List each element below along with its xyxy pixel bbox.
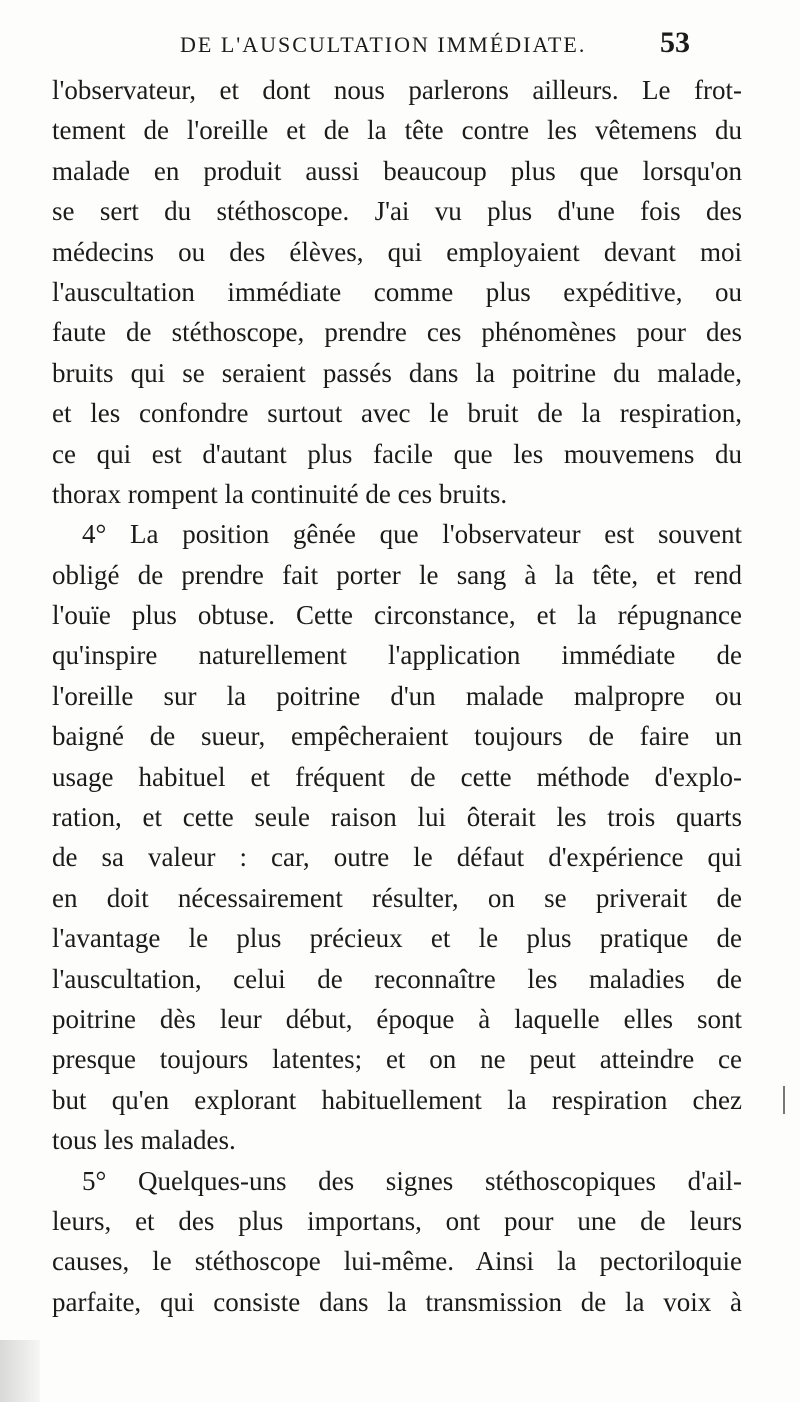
text-line: leurs, et des plus importans, ont pour une de leurs: [52, 1205, 742, 1236]
text-line: bruits qui se seraient passés dans la poitrine du malade,: [52, 357, 742, 388]
text-line: et les confondre surtout avec le bruit de la respiration,: [52, 398, 742, 429]
text-line: l'auscultation immédiate comme plus expéditive, ou: [52, 276, 742, 307]
text-line: l'auscultation, celui de reconnaître les maladies de: [52, 963, 742, 994]
text-line: presque toujours latentes; et on ne peut atteindre ce: [52, 1044, 742, 1075]
binding-shadow: [0, 1340, 40, 1402]
paragraph-start-line: 5° Quelques-uns des signes stéthoscopiques d'ail-: [82, 1165, 742, 1196]
text-line: ration, et cette seule raison lui ôterait les trois quarts: [52, 802, 742, 833]
page-number: 53: [660, 26, 690, 59]
running-head: [160, 26, 690, 66]
text-line: baigné de sueur, empêcheraient toujours de faire un: [52, 721, 742, 752]
text-line: de sa valeur : car, outre le défaut d'expérience qui: [52, 842, 742, 873]
text-line: l'oreille sur la poitrine d'un malade malpropre ou: [52, 680, 742, 711]
text-line: tous les malades.: [52, 1125, 236, 1156]
running-title: DE L'AUSCULTATION IMMÉDIATE.: [180, 32, 587, 57]
text-line: l'avantage le plus précieux et le plus pratique de: [52, 923, 742, 954]
text-line: but qu'en explorant habituellement la respiration chez: [52, 1084, 742, 1115]
text-line: usage habituel et fréquent de cette méthode d'explo-: [52, 761, 742, 792]
body-text: [52, 70, 742, 1322]
text-line: tement de l'oreille et de la tête contre les vêtemens du: [52, 115, 742, 146]
text-line: l'ouïe plus obtuse. Cette circonstance, et la répugnance: [52, 600, 742, 631]
text-line: faute de stéthoscope, prendre ces phénomènes pour des: [52, 317, 742, 348]
text-line: poitrine dès leur début, époque à laquelle elles sont: [52, 1003, 742, 1034]
text-line: thorax rompent la continuité de ces bruits.: [52, 478, 508, 509]
text-line: causes, le stéthoscope lui-même. Ainsi la pectoriloquie: [52, 1246, 742, 1277]
text-line: ce qui est d'autant plus facile que les mouvemens du: [52, 438, 742, 469]
text-line: qu'inspire naturellement l'application immédiate de: [52, 640, 742, 671]
margin-mark: [783, 1086, 785, 1114]
text-line: parfaite, qui consiste dans la transmission de la voix à: [52, 1286, 742, 1317]
text-line: malade en produit aussi beaucoup plus que lorsqu'on: [52, 155, 742, 186]
text-line: obligé de prendre fait porter le sang à la tête, et rend: [52, 559, 742, 590]
text-line: se sert du stéthoscope. J'ai vu plus d'une fois des: [52, 196, 742, 227]
text-line: l'observateur, et dont nous parlerons ailleurs. Le frot-: [52, 75, 742, 105]
text-line: en doit nécessairement résulter, on se priverait de: [52, 882, 742, 913]
text-line: médecins ou des élèves, qui employaient devant moi: [52, 236, 742, 267]
paragraph-start-line: 4° La position gênée que l'observateur est souvent: [82, 519, 742, 550]
